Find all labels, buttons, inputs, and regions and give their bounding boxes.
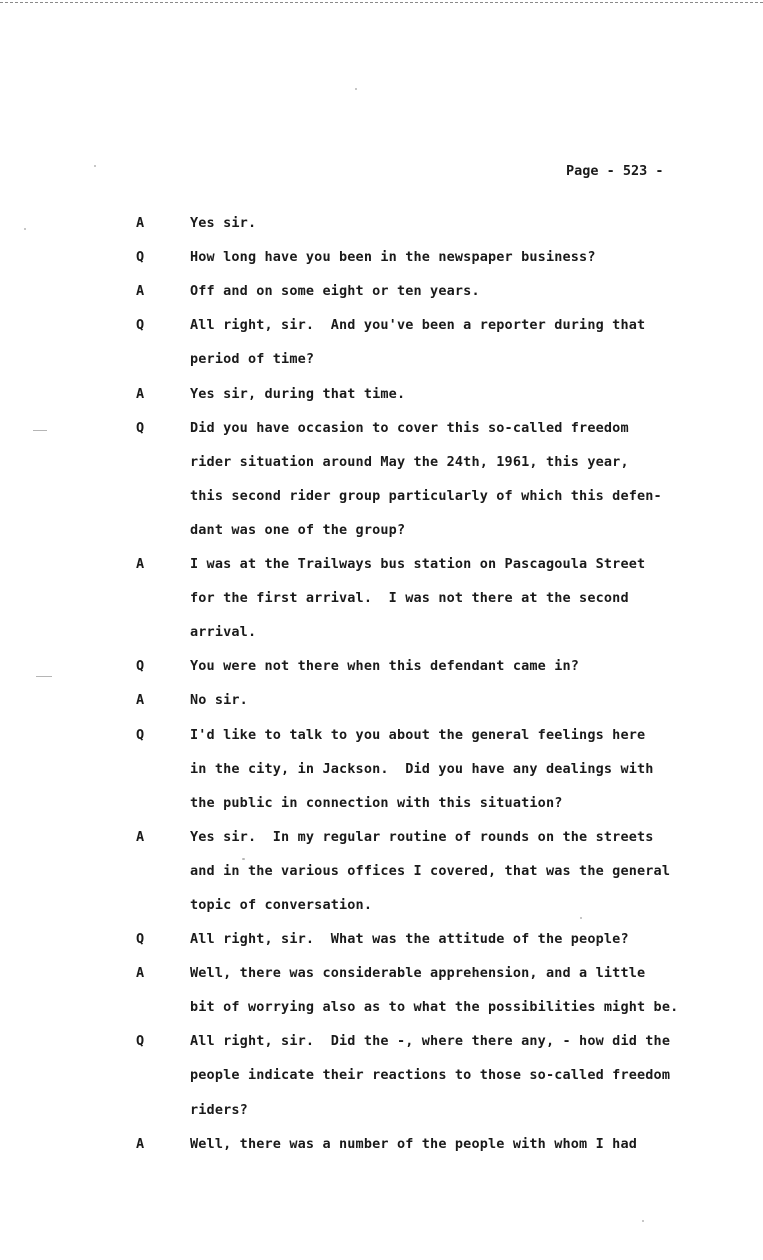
testimony-line: in the city, in Jackson. Did you have any dealings with [190,760,654,777]
testimony-line: I was at the Trailways bus station on Pascagoula Street [190,556,646,572]
speaker-label: A [136,828,145,845]
testimony-line: arrival. [190,624,257,641]
speaker-label: Q [136,726,145,743]
speaker-label: A [136,215,145,231]
testimony-line: Well, there was a number of the people with whom I had [190,1135,637,1152]
testimony-line: Yes sir, during that time. [190,385,406,402]
speaker-label: A [136,385,145,402]
scan-speck [94,165,96,167]
testimony-line: How long have you been in the newspaper business? [190,249,596,266]
testimony-line: No sir. [190,692,248,709]
testimony-line: rider situation around May the 24th, 1961, this year, [190,453,629,470]
testimony-line: this second rider group particularly of which this defen- [190,487,662,504]
top-edge-rule [0,2,763,3]
speaker-label: Q [136,317,145,334]
testimony-line: and in the various offices I covered, that was the general [190,862,671,879]
testimony-line: the public in connection with this situation? [190,794,563,811]
scan-speck [242,858,245,860]
scan-speck [642,1220,644,1222]
testimony-line: Yes sir. [190,215,257,231]
scan-speck [36,676,52,677]
speaker-label: Q [136,931,145,948]
testimony-line: Off and on some eight or ten years. [190,283,480,300]
speaker-label: A [136,556,145,572]
testimony-line: Yes sir. In my regular routine of rounds on the streets [190,828,654,845]
testimony-line: I'd like to talk to you about the general feelings here [190,726,646,743]
testimony-line: You were not there when this defendant came in? [190,658,580,675]
testimony-line: Well, there was considerable apprehension, and a little [190,965,646,982]
testimony-line: topic of conversation. [190,896,373,913]
testimony-line: bit of worrying also as to what the possibilities might be. [190,999,679,1016]
testimony-line: riders? [190,1101,248,1118]
scan-speck [580,917,582,919]
scan-speck [24,228,26,230]
speaker-label: Q [136,658,145,675]
page-number: Page - 523 - [566,163,664,179]
speaker-label: A [136,692,145,709]
scan-speck [355,88,357,90]
speaker-label: A [136,1135,145,1152]
speaker-label: Q [136,419,145,436]
testimony-line: Did you have occasion to cover this so-called freedom [190,419,629,436]
testimony-line: dant was one of the group? [190,521,406,538]
testimony-line: people indicate their reactions to those so-called freedom [190,1067,671,1084]
speaker-label: Q [136,249,145,266]
speaker-label: Q [136,1033,145,1050]
testimony-line: for the first arrival. I was not there at the second [190,590,629,607]
testimony-line: All right, sir. Did the -, where there any, - how did the [190,1033,671,1050]
scan-speck [33,430,47,431]
testimony-line: period of time? [190,351,315,368]
speaker-label: A [136,283,145,300]
speaker-label: A [136,965,145,982]
testimony-line: All right, sir. And you've been a reporter during that [190,317,646,334]
testimony-line: All right, sir. What was the attitude of the people? [190,931,629,948]
